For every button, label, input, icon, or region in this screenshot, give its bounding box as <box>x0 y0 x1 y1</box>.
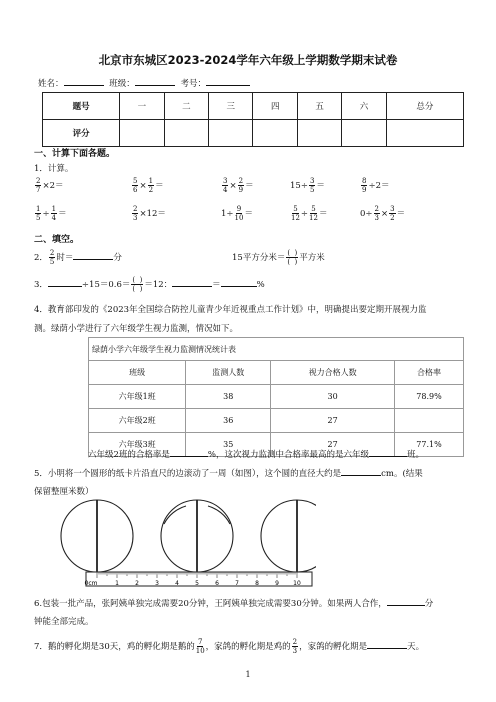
section2-title: 二、填空。 <box>34 235 80 245</box>
calc-item: $\frac{3}{4}$ × $\frac{2}{9}$ ＝ <box>223 177 254 194</box>
exam-no-blank <box>206 76 250 86</box>
answer-blank <box>369 447 407 457</box>
calc-item: $\frac{2}{7}$ ×2＝ <box>36 177 64 194</box>
name-label: 姓名： <box>38 79 64 89</box>
paren-fraction: $\frac{( )}{( )}$ <box>132 276 143 293</box>
fraction: $\frac{5}{12}$ <box>291 205 300 222</box>
ruler-label: 2 <box>135 580 139 587</box>
score-header-cell: 三 <box>209 93 253 120</box>
score-header-cell: 总分 <box>386 93 463 120</box>
score-cell <box>164 120 208 147</box>
question-5-line1: 5．小明将一个圆形的纸卡片沿直尺的边滚动了一周（如图），这个圆的直径大约是 cm。(结果 <box>34 466 423 479</box>
fraction: $\frac{7}{10}$ <box>195 638 205 655</box>
q1-label: 1．计算。 <box>34 164 74 174</box>
score-header-row <box>43 93 464 120</box>
fraction: $\frac{2}{3}$ <box>292 638 298 655</box>
paren-fraction: $\frac{( )}{( )}$ <box>287 249 298 266</box>
score-cell <box>209 120 253 147</box>
answer-blank <box>221 277 257 287</box>
calc-item: $\frac{8}{9}$ ÷2＝ <box>362 177 390 194</box>
answer-blank <box>48 277 82 287</box>
answer-blank <box>341 466 381 476</box>
fraction: $\frac{2}{7}$ <box>36 177 41 194</box>
answer-blank <box>367 639 407 649</box>
score-header-cell: 一 <box>120 93 164 120</box>
answer-blank <box>387 596 425 606</box>
score-row-label: 评分 <box>43 120 120 147</box>
ruler-label: 4 <box>175 580 179 587</box>
answer-blank <box>172 277 212 287</box>
page-number: 1 <box>245 670 251 679</box>
score-cell <box>386 120 463 147</box>
section1-title: 一、计算下面各题。 <box>34 149 116 159</box>
question-2b: 15平方分米＝ $\frac{( )}{( )}$ 平方米 <box>232 249 325 266</box>
calc-item: $\frac{5}{12}$ ÷ $\frac{5}{12}$ ＝ <box>291 205 328 222</box>
fraction: $\frac{1}{4}$ <box>51 205 57 222</box>
table-header: 监测人数 <box>186 361 271 385</box>
score-cell <box>253 120 297 147</box>
table-header: 合格率 <box>394 361 463 385</box>
question-3: 3． ÷15＝0.6＝ $\frac{( )}{( )}$ ＝12： ＝ % <box>34 276 265 293</box>
question-4-line1: 4．教育部印发的《2023年全国综合防控儿童青少年近视重点工作计划》中，明确提出要定期开展视力监 <box>34 305 427 315</box>
table-cell: 27 <box>271 433 395 457</box>
fraction: $\frac{2}{5}$ <box>49 249 55 266</box>
name-blank <box>64 76 104 86</box>
fraction: $\frac{1}{2}$ <box>148 177 154 194</box>
score-header-cell: 题号 <box>43 93 120 120</box>
fraction: $\frac{1}{5}$ <box>36 205 41 222</box>
fraction: $\frac{3}{4}$ <box>223 177 228 194</box>
ruler-label: 5 <box>195 580 199 587</box>
table-cell: 30 <box>271 385 395 409</box>
calc-item: $\frac{1}{5}$ ÷ $\frac{1}{4}$ ＝ <box>36 205 67 222</box>
answer-blank <box>73 250 113 260</box>
exam-no-label: 考号： <box>180 79 206 89</box>
table-cell: 六年级1班 <box>89 385 186 409</box>
calc-item: 15÷ $\frac{3}{5}$ ＝ <box>290 177 325 194</box>
table-header: 视力合格人数 <box>271 361 395 385</box>
fraction: $\frac{5}{12}$ <box>309 205 318 222</box>
table-cell: 六年级3班 <box>89 433 186 457</box>
table-cell: 38 <box>186 385 271 409</box>
question-7: 7．鹅的孵化期是30天，鸡的孵化期是鹅的 $\frac{7}{10}$ ，家鸽的孵化期是鸡的 $\frac{2}{3}$ ，家鸽的孵化期是 天。 <box>34 638 425 655</box>
ruler-label: 6 <box>215 580 219 587</box>
score-cell <box>342 120 386 147</box>
fraction: $\frac{3}{5}$ <box>309 177 315 194</box>
vision-table-caption: 绿荫小学六年级学生视力监测情况统计表 <box>89 338 464 361</box>
score-header-cell: 二 <box>164 93 208 120</box>
fraction: $\frac{2}{9}$ <box>238 177 244 194</box>
circle-end <box>261 500 316 572</box>
question-4-answer: 六年级2班的合格率是 %，这次视力监测中合格率最高的是六年级 班。 <box>88 447 424 460</box>
ruler-label: 3 <box>155 580 159 587</box>
table-cell: 77.1% <box>394 433 463 457</box>
calc-item: 0÷ $\frac{2}{3}$ × $\frac{3}{2}$ ＝ <box>360 205 406 222</box>
info-line <box>38 76 250 89</box>
ruler-ticks <box>85 572 301 587</box>
vision-table <box>88 337 464 457</box>
fraction: $\frac{3}{2}$ <box>390 205 395 222</box>
ruler-label: 0cm <box>84 580 98 587</box>
table-header-row <box>89 361 464 385</box>
fraction: $\frac{2}{3}$ <box>133 205 138 222</box>
question-4-line2: 测。绿荫小学进行了六年级学生视力监测，情况如下。 <box>34 324 239 334</box>
table-cell: 36 <box>186 409 271 433</box>
ruler-label: 7 <box>235 580 239 587</box>
page-title: 北京市东城区2023-2024学年六年级上学期数学期末试卷 <box>98 53 398 67</box>
fraction: $\frac{5}{6}$ <box>133 177 138 194</box>
ruler-label: 8 <box>255 580 259 587</box>
score-header-cell: 五 <box>297 93 341 120</box>
score-cell <box>297 120 341 147</box>
table-cell <box>394 409 463 433</box>
table-cell: 78.9% <box>394 385 463 409</box>
table-header: 班级 <box>89 361 186 385</box>
class-blank <box>135 76 175 86</box>
calc-item: 1÷ $\frac{9}{10}$ ＝ <box>221 205 253 222</box>
calc-item: $\frac{5}{6}$ × $\frac{1}{2}$ ＝ <box>133 177 164 194</box>
ruler-label: 9 <box>275 580 279 587</box>
answer-blank <box>170 447 208 457</box>
ruler-label: 1 <box>115 580 119 587</box>
fraction: $\frac{8}{9}$ <box>362 177 367 194</box>
score-table <box>42 92 464 147</box>
calc-item: $\frac{2}{3}$ ×12＝ <box>133 205 166 222</box>
score-header-cell: 六 <box>342 93 386 120</box>
score-value-row <box>43 120 464 147</box>
question-6-line2: 钟能全部完成。 <box>34 617 94 627</box>
question-2: 2． $\frac{2}{5}$ 时＝ 分 <box>34 249 122 266</box>
table-row <box>89 385 464 409</box>
score-cell <box>120 120 164 147</box>
class-label: 班级： <box>109 79 135 89</box>
question-5-line2: 保留整厘米数） <box>34 487 94 497</box>
fraction: $\frac{9}{10}$ <box>234 205 244 222</box>
question-6-line1: 6.包装一批产品，张阿姨单独完成需要20分钟，王阿姨单独完成需要30分钟。如果两人合作， 分 <box>34 596 433 609</box>
table-row <box>89 409 464 433</box>
fraction: $\frac{2}{3}$ <box>374 205 379 222</box>
table-cell: 35 <box>186 433 271 457</box>
score-header-cell: 四 <box>253 93 297 120</box>
table-cell: 六年级2班 <box>89 409 186 433</box>
table-cell: 27 <box>271 409 395 433</box>
rolling-circle-figure <box>56 498 316 588</box>
ruler-label: 10 <box>293 580 301 587</box>
